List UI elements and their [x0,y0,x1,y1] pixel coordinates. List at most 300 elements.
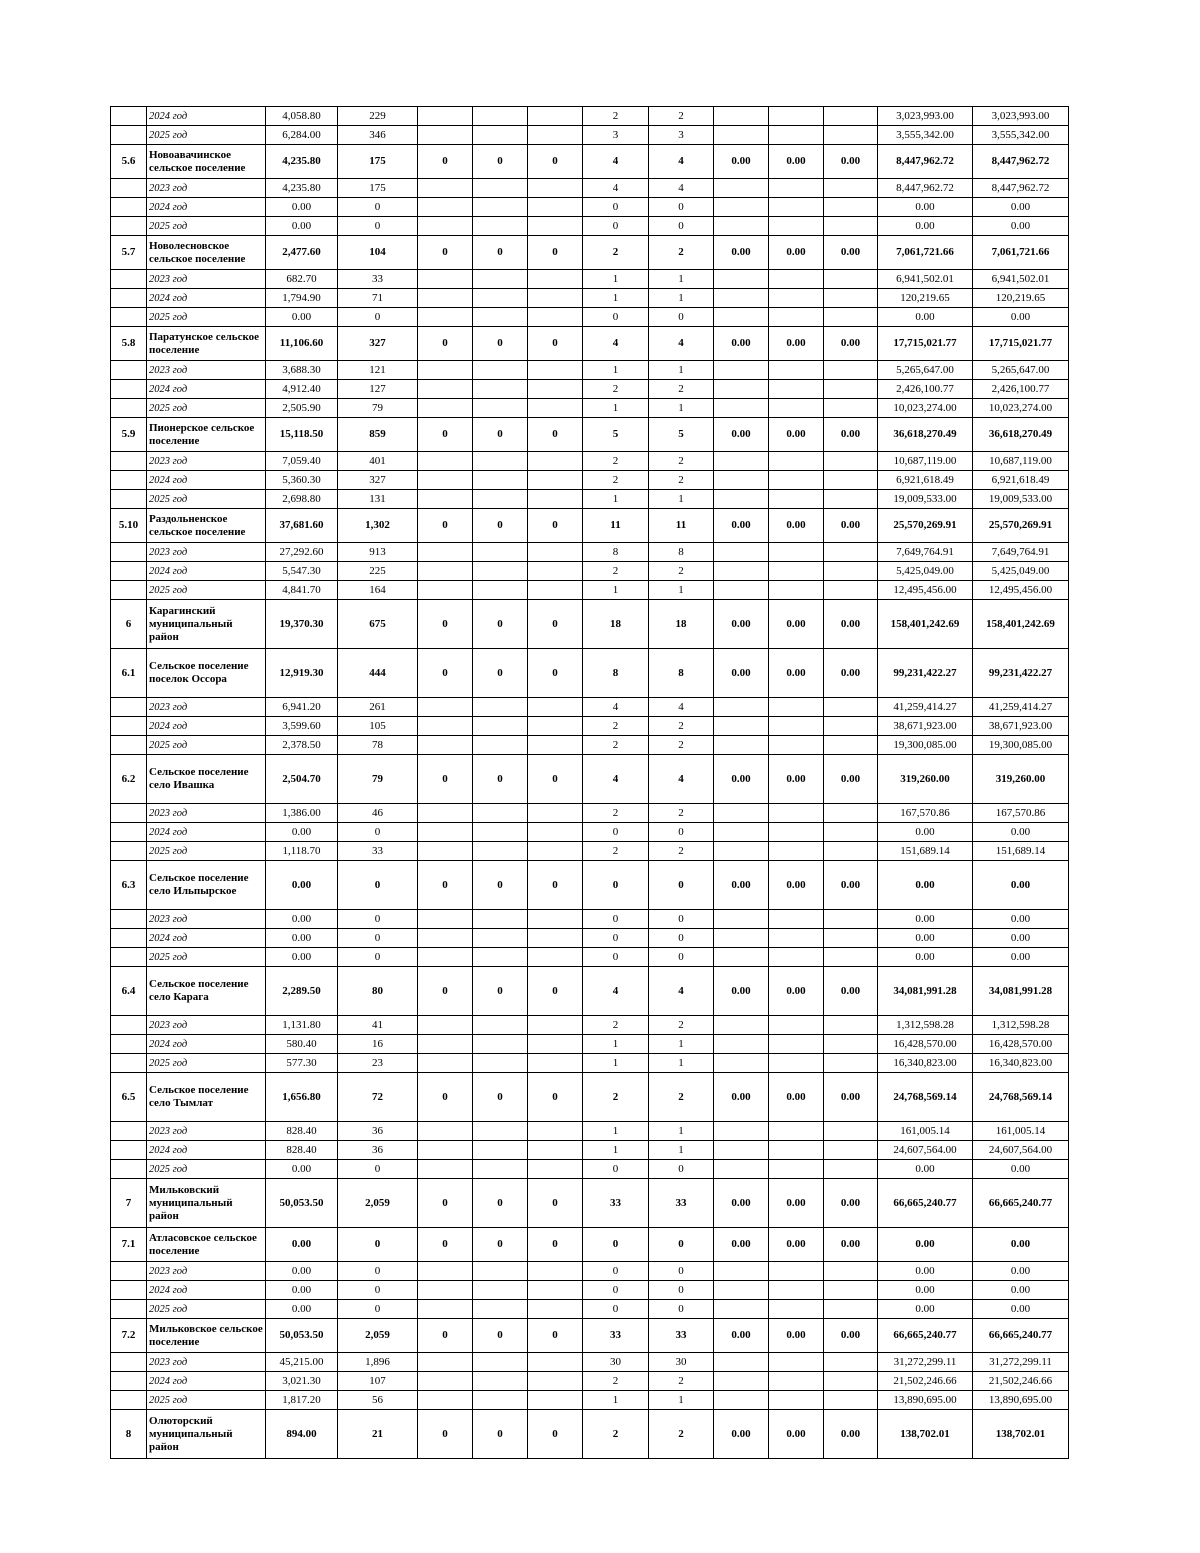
cell-col-6 [473,1016,528,1035]
cell-area-value: 4,912.40 [266,380,338,399]
cell-area-value: 2,698.80 [266,490,338,509]
cell-col-12 [824,126,878,145]
table-row-year [111,1262,1069,1281]
cell-col-11 [769,1016,824,1035]
cell-row-number [111,107,147,126]
cell-col-5: 0 [418,1228,473,1262]
cell-col-6 [473,1391,528,1410]
cell-row-number [111,1035,147,1054]
cell-amount-value: 319,260.00 [973,755,1069,804]
cell-col-11 [769,198,824,217]
cell-col-8: 1 [583,1391,649,1410]
cell-col-8: 1 [583,1054,649,1073]
cell-col-5 [418,543,473,562]
cell-amount-total: 1,312,598.28 [878,1016,973,1035]
cell-col-10 [714,1141,769,1160]
cell-row-name: Карагинский муниципальный район [147,600,266,649]
cell-row-name: Мильковское сельское поселение [147,1319,266,1353]
cell-col-7 [528,1281,583,1300]
cell-col-8: 1 [583,1122,649,1141]
cell-count-value: 327 [338,327,418,361]
cell-amount-total: 120,219.65 [878,289,973,308]
cell-col-6 [473,217,528,236]
cell-col-9: 0 [649,217,714,236]
cell-area-value: 0.00 [266,823,338,842]
cell-col-6 [473,804,528,823]
cell-col-7 [528,842,583,861]
cell-col-12 [824,198,878,217]
cell-area-value: 4,841.70 [266,581,338,600]
cell-area-value: 11,106.60 [266,327,338,361]
cell-col-11: 0.00 [769,418,824,452]
cell-row-name: 2025 год [147,1391,266,1410]
cell-col-6 [473,126,528,145]
cell-amount-value: 8,447,962.72 [973,145,1069,179]
cell-row-number [111,581,147,600]
cell-area-value: 7,059.40 [266,452,338,471]
table-row-year [111,217,1069,236]
cell-row-number [111,804,147,823]
cell-row-number [111,361,147,380]
cell-area-value: 0.00 [266,308,338,327]
cell-col-5 [418,1141,473,1160]
cell-col-11 [769,910,824,929]
cell-col-6: 0 [473,967,528,1016]
cell-amount-total: 0.00 [878,1228,973,1262]
cell-col-12 [824,842,878,861]
cell-col-6 [473,452,528,471]
cell-col-6 [473,717,528,736]
cell-row-name: 2023 год [147,543,266,562]
cell-col-6 [473,179,528,198]
cell-count-value: 33 [338,842,418,861]
cell-amount-value: 19,009,533.00 [973,490,1069,509]
cell-col-10 [714,126,769,145]
cell-col-5: 0 [418,600,473,649]
table-row-year [111,1391,1069,1410]
cell-area-value: 0.00 [266,217,338,236]
cell-col-12 [824,380,878,399]
cell-area-value: 580.40 [266,1035,338,1054]
cell-col-7 [528,823,583,842]
cell-row-name: 2025 год [147,948,266,967]
cell-amount-value: 21,502,246.66 [973,1372,1069,1391]
cell-col-5: 0 [418,1073,473,1122]
cell-col-9: 2 [649,562,714,581]
cell-row-number [111,910,147,929]
cell-col-8: 2 [583,380,649,399]
cell-col-9: 1 [649,1122,714,1141]
cell-col-6 [473,1141,528,1160]
cell-count-value: 0 [338,823,418,842]
cell-row-name: 2025 год [147,736,266,755]
cell-col-8: 1 [583,581,649,600]
cell-col-10 [714,399,769,418]
cell-col-9: 2 [649,1410,714,1459]
cell-col-12 [824,490,878,509]
cell-amount-value: 66,665,240.77 [973,1179,1069,1228]
cell-count-value: 229 [338,107,418,126]
cell-amount-value: 99,231,422.27 [973,649,1069,698]
cell-row-number [111,1262,147,1281]
cell-row-name: 2024 год [147,1372,266,1391]
cell-col-8: 1 [583,361,649,380]
cell-row-number [111,490,147,509]
table-row-municipality [111,327,1069,361]
cell-col-6 [473,929,528,948]
cell-amount-total: 6,921,618.49 [878,471,973,490]
cell-row-number [111,399,147,418]
cell-col-7 [528,1035,583,1054]
cell-col-7 [528,804,583,823]
cell-col-8: 0 [583,948,649,967]
cell-col-9: 5 [649,418,714,452]
cell-col-12 [824,823,878,842]
cell-col-6 [473,543,528,562]
cell-row-name: 2024 год [147,823,266,842]
cell-col-6 [473,107,528,126]
cell-col-8: 1 [583,270,649,289]
cell-col-10 [714,361,769,380]
cell-col-10 [714,270,769,289]
cell-col-6 [473,562,528,581]
cell-row-number: 7.1 [111,1228,147,1262]
cell-col-6 [473,308,528,327]
cell-row-name: 2024 год [147,471,266,490]
cell-amount-total: 31,272,299.11 [878,1353,973,1372]
cell-col-8: 4 [583,145,649,179]
cell-count-value: 36 [338,1141,418,1160]
cell-col-12 [824,399,878,418]
cell-row-name: Паратунское сельское поселение [147,327,266,361]
cell-col-10 [714,948,769,967]
cell-count-value: 0 [338,948,418,967]
cell-col-8: 2 [583,1073,649,1122]
cell-amount-value: 7,649,764.91 [973,543,1069,562]
cell-col-8: 2 [583,452,649,471]
cell-amount-total: 158,401,242.69 [878,600,973,649]
cell-amount-value: 19,300,085.00 [973,736,1069,755]
cell-row-number: 6 [111,600,147,649]
cell-area-value: 2,504.70 [266,755,338,804]
cell-col-8: 1 [583,490,649,509]
cell-row-name: Сельское поселение село Тымлат [147,1073,266,1122]
cell-row-name: 2025 год [147,1054,266,1073]
cell-col-8: 5 [583,418,649,452]
cell-col-10 [714,842,769,861]
table-row-year [111,842,1069,861]
cell-row-number: 7.2 [111,1319,147,1353]
cell-amount-total: 66,665,240.77 [878,1179,973,1228]
cell-col-5: 0 [418,755,473,804]
cell-area-value: 0.00 [266,1262,338,1281]
cell-col-12 [824,543,878,562]
cell-count-value: 36 [338,1122,418,1141]
cell-count-value: 444 [338,649,418,698]
cell-col-8: 2 [583,107,649,126]
cell-area-value: 828.40 [266,1122,338,1141]
table-row-municipality [111,1410,1069,1459]
cell-col-10 [714,804,769,823]
cell-area-value: 3,688.30 [266,361,338,380]
cell-col-7 [528,1372,583,1391]
cell-col-11: 0.00 [769,1319,824,1353]
table-row-year [111,736,1069,755]
cell-col-6: 0 [473,600,528,649]
cell-col-11 [769,217,824,236]
cell-col-5 [418,361,473,380]
cell-col-5 [418,1391,473,1410]
cell-row-number [111,948,147,967]
cell-area-value: 15,118.50 [266,418,338,452]
cell-col-12 [824,1122,878,1141]
cell-row-number [111,289,147,308]
cell-area-value: 45,215.00 [266,1353,338,1372]
table-row-year [111,804,1069,823]
cell-row-number [111,217,147,236]
cell-col-5 [418,471,473,490]
cell-col-9: 2 [649,1372,714,1391]
cell-col-10 [714,471,769,490]
cell-col-12: 0.00 [824,600,878,649]
cell-row-name: Атласовское сельское поселение [147,1228,266,1262]
cell-col-7: 0 [528,649,583,698]
cell-col-12 [824,717,878,736]
cell-col-10 [714,1300,769,1319]
cell-col-8: 2 [583,562,649,581]
cell-amount-total: 10,687,119.00 [878,452,973,471]
cell-col-9: 1 [649,1035,714,1054]
cell-amount-total: 3,555,342.00 [878,126,973,145]
cell-amount-value: 6,941,502.01 [973,270,1069,289]
cell-col-7 [528,289,583,308]
cell-col-9: 33 [649,1179,714,1228]
cell-col-7: 0 [528,967,583,1016]
cell-col-10: 0.00 [714,145,769,179]
table-row-municipality [111,145,1069,179]
cell-col-9: 0 [649,948,714,967]
cell-col-10 [714,1122,769,1141]
cell-col-10 [714,698,769,717]
cell-amount-value: 1,312,598.28 [973,1016,1069,1035]
table-row-year [111,361,1069,380]
cell-col-12: 0.00 [824,509,878,543]
table-row-year [111,399,1069,418]
cell-amount-value: 138,702.01 [973,1410,1069,1459]
cell-amount-value: 120,219.65 [973,289,1069,308]
cell-col-11 [769,1281,824,1300]
cell-col-12 [824,217,878,236]
cell-col-9: 33 [649,1319,714,1353]
cell-col-5 [418,823,473,842]
cell-col-11 [769,1300,824,1319]
cell-amount-value: 16,340,823.00 [973,1054,1069,1073]
table-row-year [111,198,1069,217]
cell-col-5 [418,308,473,327]
cell-amount-value: 2,426,100.77 [973,380,1069,399]
table-row-municipality [111,1228,1069,1262]
table-row-year [111,270,1069,289]
cell-row-name: 2025 год [147,1160,266,1179]
cell-col-5 [418,1262,473,1281]
cell-col-9: 0 [649,929,714,948]
cell-area-value: 5,547.30 [266,562,338,581]
cell-col-8: 4 [583,755,649,804]
cell-col-12 [824,1353,878,1372]
cell-col-11: 0.00 [769,861,824,910]
cell-col-7: 0 [528,1228,583,1262]
cell-col-11 [769,380,824,399]
table-row-municipality [111,236,1069,270]
cell-amount-total: 38,671,923.00 [878,717,973,736]
cell-amount-value: 66,665,240.77 [973,1319,1069,1353]
cell-amount-value: 17,715,021.77 [973,327,1069,361]
cell-row-number: 6.1 [111,649,147,698]
cell-count-value: 78 [338,736,418,755]
cell-col-11 [769,361,824,380]
cell-area-value: 1,386.00 [266,804,338,823]
cell-area-value: 828.40 [266,1141,338,1160]
cell-col-10: 0.00 [714,755,769,804]
cell-col-5: 0 [418,418,473,452]
cell-area-value: 4,235.80 [266,179,338,198]
cell-amount-value: 7,061,721.66 [973,236,1069,270]
cell-amount-total: 2,426,100.77 [878,380,973,399]
cell-col-10 [714,736,769,755]
cell-col-9: 2 [649,717,714,736]
cell-count-value: 0 [338,308,418,327]
cell-col-11 [769,399,824,418]
cell-row-number [111,1054,147,1073]
cell-count-value: 21 [338,1410,418,1459]
cell-row-number [111,380,147,399]
cell-col-8: 2 [583,1016,649,1035]
cell-amount-total: 0.00 [878,948,973,967]
cell-col-7 [528,308,583,327]
cell-col-5 [418,581,473,600]
cell-col-6: 0 [473,418,528,452]
cell-col-10: 0.00 [714,509,769,543]
cell-col-10 [714,198,769,217]
cell-amount-value: 0.00 [973,1262,1069,1281]
cell-col-5 [418,270,473,289]
cell-col-7: 0 [528,755,583,804]
cell-row-name: Сельское поселение село Ильпырское [147,861,266,910]
cell-col-6: 0 [473,1410,528,1459]
cell-col-5 [418,804,473,823]
table-row-municipality [111,1319,1069,1353]
cell-col-8: 0 [583,823,649,842]
cell-row-number: 6.2 [111,755,147,804]
cell-col-7 [528,717,583,736]
cell-col-12 [824,948,878,967]
cell-amount-value: 10,023,274.00 [973,399,1069,418]
cell-area-value: 0.00 [266,861,338,910]
cell-count-value: 261 [338,698,418,717]
cell-col-8: 1 [583,1141,649,1160]
cell-col-12 [824,1035,878,1054]
cell-col-11: 0.00 [769,649,824,698]
table-row-municipality [111,1179,1069,1228]
cell-row-number [111,1281,147,1300]
cell-col-11 [769,1141,824,1160]
cell-row-name: 2024 год [147,107,266,126]
cell-col-6 [473,399,528,418]
cell-amount-value: 31,272,299.11 [973,1353,1069,1372]
cell-amount-value: 167,570.86 [973,804,1069,823]
cell-count-value: 71 [338,289,418,308]
cell-count-value: 33 [338,270,418,289]
cell-col-5 [418,198,473,217]
cell-area-value: 2,505.90 [266,399,338,418]
cell-amount-total: 0.00 [878,1300,973,1319]
cell-col-11 [769,823,824,842]
cell-col-11 [769,1262,824,1281]
cell-amount-total: 0.00 [878,910,973,929]
cell-amount-value: 0.00 [973,198,1069,217]
cell-area-value: 1,118.70 [266,842,338,861]
cell-col-6: 0 [473,327,528,361]
cell-col-6: 0 [473,236,528,270]
table-row-municipality [111,418,1069,452]
cell-area-value: 0.00 [266,1228,338,1262]
cell-col-12: 0.00 [824,1410,878,1459]
cell-count-value: 859 [338,418,418,452]
cell-col-5 [418,1122,473,1141]
table-row-year [111,698,1069,717]
cell-col-12 [824,471,878,490]
cell-count-value: 1,896 [338,1353,418,1372]
cell-area-value: 27,292.60 [266,543,338,562]
cell-col-5 [418,562,473,581]
cell-col-12 [824,1054,878,1073]
cell-col-8: 0 [583,198,649,217]
cell-count-value: 327 [338,471,418,490]
cell-col-6: 0 [473,755,528,804]
cell-col-11 [769,1160,824,1179]
cell-row-name: Сельское поселение поселок Оссора [147,649,266,698]
cell-col-12 [824,1281,878,1300]
cell-col-6 [473,1035,528,1054]
cell-col-11 [769,948,824,967]
cell-col-8: 1 [583,399,649,418]
table-row-year [111,1160,1069,1179]
cell-col-8: 2 [583,804,649,823]
table-row-municipality [111,600,1069,649]
cell-area-value: 50,053.50 [266,1319,338,1353]
cell-col-7: 0 [528,1179,583,1228]
cell-amount-total: 5,425,049.00 [878,562,973,581]
cell-amount-total: 34,081,991.28 [878,967,973,1016]
cell-col-8: 4 [583,327,649,361]
cell-count-value: 127 [338,380,418,399]
cell-count-value: 1,302 [338,509,418,543]
cell-row-name: 2025 год [147,399,266,418]
cell-col-11 [769,543,824,562]
cell-row-name: 2023 год [147,1016,266,1035]
cell-amount-value: 3,555,342.00 [973,126,1069,145]
cell-col-9: 0 [649,198,714,217]
cell-col-11: 0.00 [769,1179,824,1228]
cell-count-value: 0 [338,929,418,948]
cell-amount-value: 24,768,569.14 [973,1073,1069,1122]
cell-col-10 [714,1353,769,1372]
cell-amount-total: 41,259,414.27 [878,698,973,717]
cell-col-10: 0.00 [714,861,769,910]
cell-area-value: 682.70 [266,270,338,289]
cell-col-9: 1 [649,399,714,418]
cell-col-5 [418,1035,473,1054]
